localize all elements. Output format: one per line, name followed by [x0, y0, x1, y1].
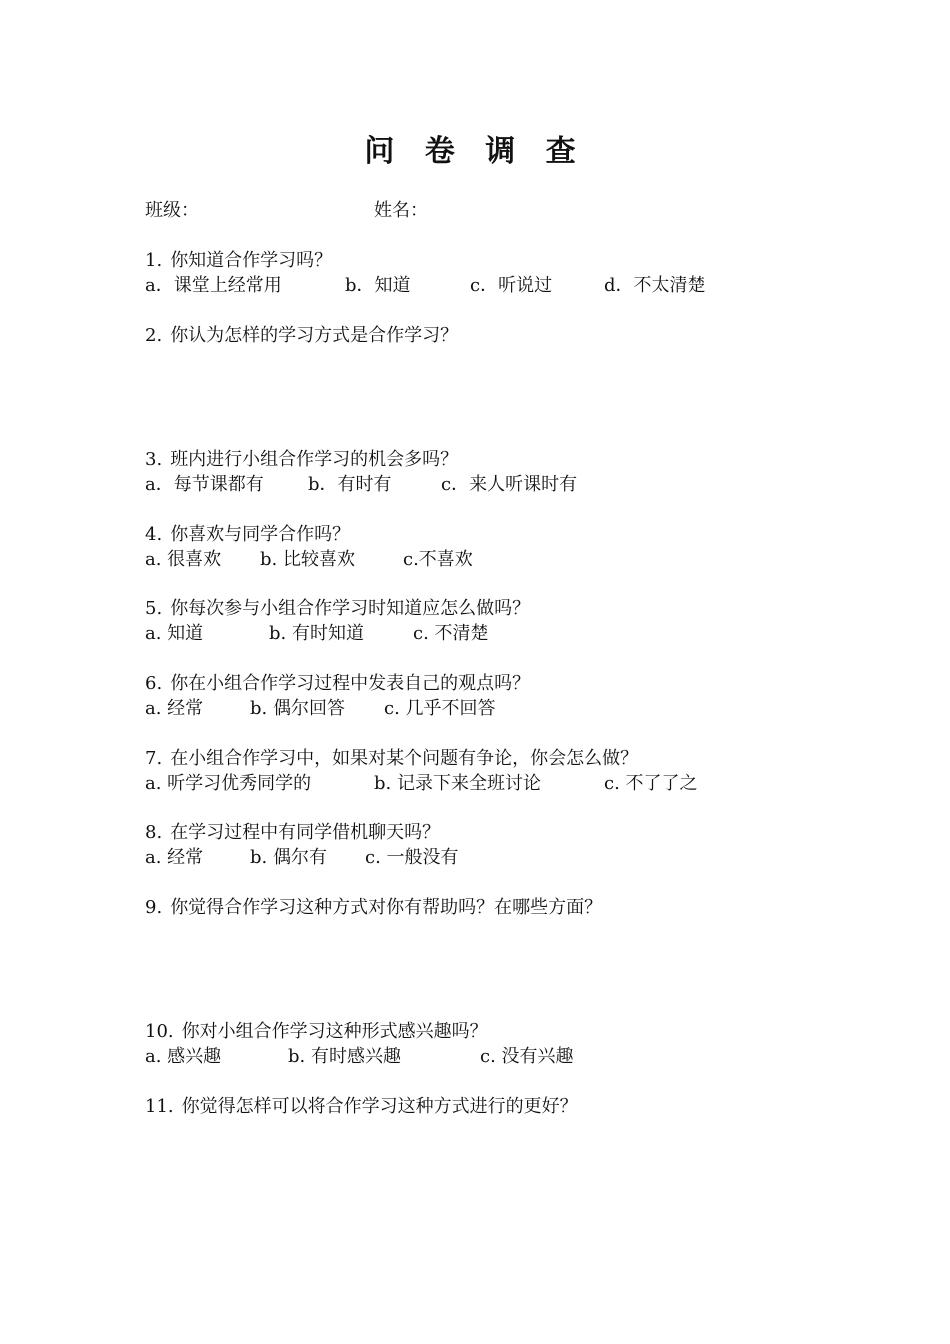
- question-text: 你觉得合作学习这种方式对你有帮助吗？在哪些方面？: [170, 897, 603, 918]
- option-a: a. 听学习优秀同学的: [145, 773, 312, 794]
- option-b: b．知道: [345, 275, 411, 296]
- question-text: 你在小组合作学习过程中发表自己的观点吗？: [170, 673, 531, 694]
- question-2: [145, 324, 458, 348]
- question-number: 4.: [145, 524, 163, 545]
- question-6: [145, 672, 530, 696]
- option-c: c. 不清楚: [413, 623, 489, 644]
- question-text: 你每次参与小组合作学习时知道应怎么做吗？: [170, 598, 531, 619]
- option-c: c. 没有兴趣: [480, 1046, 574, 1067]
- question-number: 10.: [145, 1021, 174, 1042]
- question-number: 6.: [145, 673, 163, 694]
- question-11: [145, 1095, 578, 1119]
- question-text: 班内进行小组合作学习的机会多吗？: [170, 449, 459, 470]
- question-9: [145, 896, 602, 920]
- question-3: [145, 448, 458, 472]
- option-c: c．来人听课时有: [441, 474, 578, 495]
- option-a: a. 经常: [145, 698, 204, 719]
- question-text: 你知道合作学习吗？: [170, 250, 333, 271]
- class-label: 班级：: [145, 200, 199, 221]
- option-c: c. 一般没有: [365, 847, 459, 868]
- option-b: b. 记录下来全班讨论: [374, 773, 541, 794]
- question-text: 你觉得怎样可以将合作学习这种方式进行的更好？: [181, 1096, 578, 1117]
- question-number: 3.: [145, 449, 163, 470]
- option-b: b. 有时感兴趣: [288, 1046, 401, 1067]
- question-number: 11.: [145, 1096, 174, 1117]
- question-text: 在学习过程中有同学借机聊天吗？: [170, 822, 441, 843]
- option-d: d．不太清楚: [604, 275, 706, 296]
- option-b: b. 偶尔有: [250, 847, 327, 868]
- question-4: [145, 523, 350, 547]
- question-number: 7.: [145, 748, 163, 769]
- option-a: a. 经常: [145, 847, 204, 868]
- question-10: [145, 1020, 488, 1044]
- option-c: c．听说过: [470, 275, 553, 296]
- question-number: 8.: [145, 822, 163, 843]
- question-text: 你认为怎样的学习方式是合作学习？: [170, 325, 459, 346]
- option-b: b. 偶尔回答: [250, 698, 345, 719]
- question-number: 2.: [145, 325, 163, 346]
- question-text: 你喜欢与同学合作吗？: [170, 524, 351, 545]
- option-b: b. 比较喜欢: [260, 549, 355, 570]
- option-a: a. 知道: [145, 623, 204, 644]
- question-number: 9.: [145, 897, 163, 918]
- question-8: [145, 821, 440, 845]
- option-a: a. 很喜欢: [145, 549, 222, 570]
- option-b: b. 有时知道: [269, 623, 364, 644]
- option-c: c.不喜欢: [403, 549, 473, 570]
- option-a: a. 感兴趣: [145, 1046, 222, 1067]
- option-a: a．课堂上经常用: [145, 275, 282, 296]
- name-label: 姓名：: [374, 200, 428, 221]
- option-a: a．每节课都有: [145, 474, 264, 495]
- option-b: b．有时有: [308, 474, 392, 495]
- question-5: [145, 597, 530, 621]
- page-title: 问 卷 调 查: [364, 134, 586, 169]
- question-number: 1.: [145, 250, 163, 271]
- question-number: 5.: [145, 598, 163, 619]
- question-7: [145, 747, 638, 771]
- question-text: 在小组合作学习中，如果对某个问题有争论，你会怎么做？: [170, 748, 639, 769]
- question-text: 你对小组合作学习这种形式感兴趣吗？: [181, 1021, 488, 1042]
- question-1: [145, 249, 332, 273]
- option-c: c. 几乎不回答: [384, 698, 496, 719]
- option-c: c. 不了了之: [604, 773, 698, 794]
